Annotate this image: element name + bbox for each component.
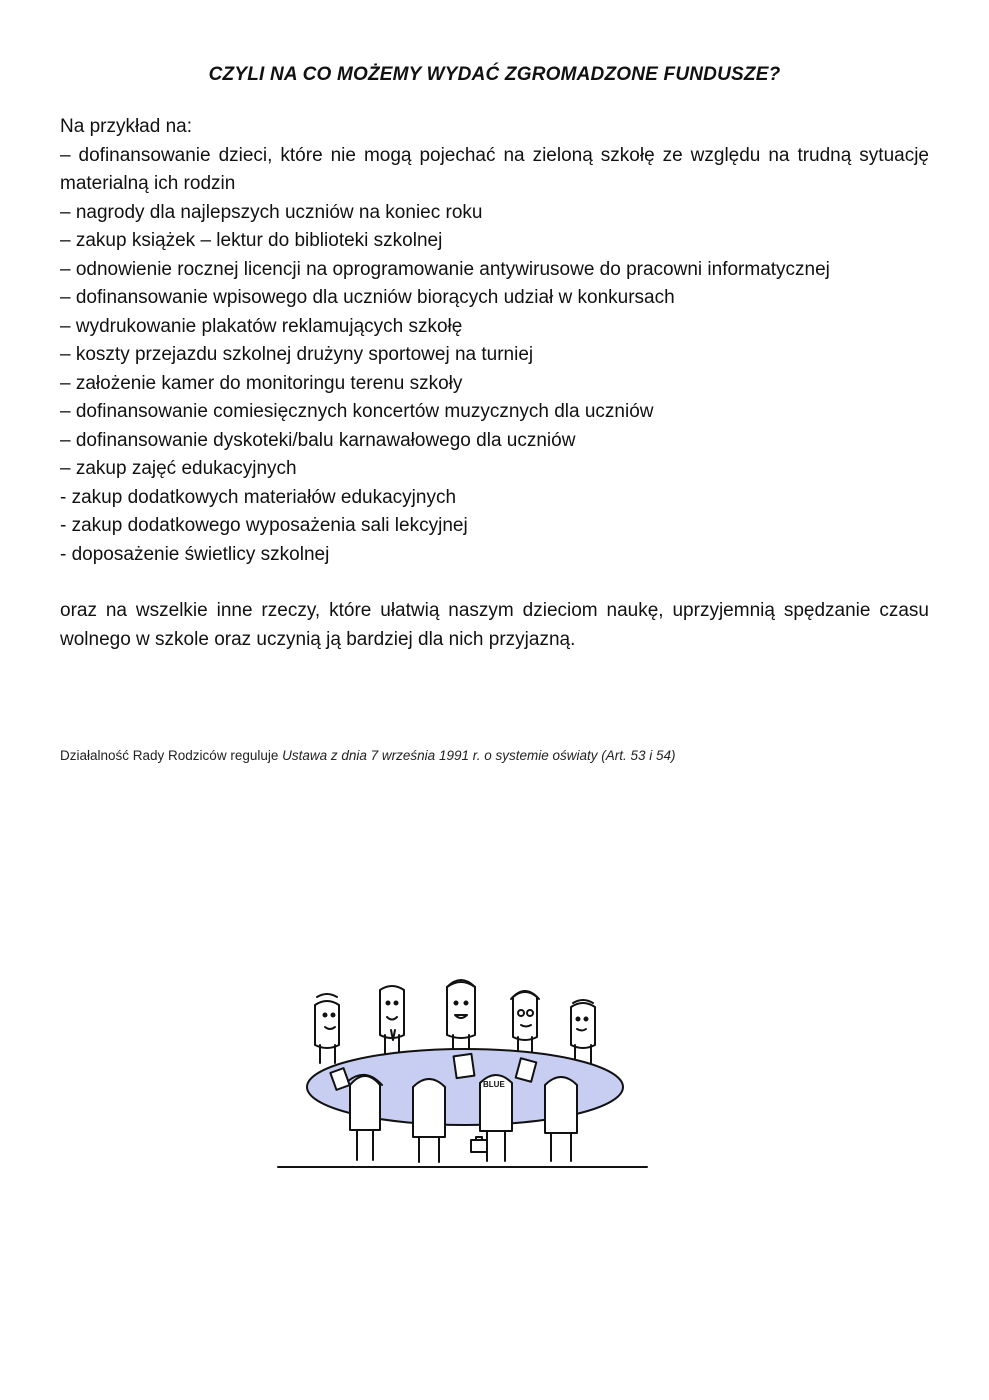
person-back-5 [571,1000,595,1065]
person-front-4 [545,1077,577,1161]
list-item: – koszty przejazdu szkolnej drużyny sportowej na turniej [60,344,534,365]
intro-text: Na przykład na: [60,116,193,137]
person-front-1 [348,1075,382,1160]
list-item: – dofinansowanie wpisowego dla uczniów biorących udział w konkursach [60,287,675,308]
footnote-prefix: Działalność Rady Rodziców reguluje [60,748,279,763]
person-front-2 [413,1079,445,1162]
person-back-3 [447,980,475,1055]
page-title: CZYLI NA CO MOŻEMY WYDAĆ ZGROMADZONE FUNDUSZE? [208,64,781,85]
footnote-law: Ustawa z dnia 7 września 1991 r. o systemie oświaty (Art. 53 i 54) [282,748,676,763]
briefcase-icon [471,1140,487,1152]
list-item: – nagrody dla najlepszych uczniów na koniec roku [60,201,483,223]
meeting-illustration [275,975,655,1175]
list-item: – dofinansowanie dyskoteki/balu karnawałowego dla uczniów [60,429,576,451]
person-back-2 [380,986,404,1055]
list-item: – wydrukowanie plakatów reklamujących szkołę [60,315,463,337]
list-item: – założenie kamer do monitoringu terenu szkoły [60,372,463,394]
list-item: – odnowienie rocznej licencji na oprogramowanie antywirusowe do pracowni informatycznej [60,258,830,280]
paper-sheet [454,1054,475,1078]
closing-paragraph: oraz na wszelkie inne rzeczy, które ułatwią naszym dzieciom naukę, uprzyjemnią spędzanie czasu wolnego w szkole oraz uczynią ją bardziej dla nich przyjazną. [60,600,929,650]
document-body [60,113,929,654]
expense-list [60,142,929,570]
board-label: BLUE [483,1080,505,1089]
person-back-1 [315,994,339,1063]
list-item: – dofinansowanie dzieci, które nie mogą pojechać na zieloną szkołę ze względu na trudną sytuację materialną ich rodzin [60,144,929,194]
list-item: – zakup książek – lektur do biblioteki szkolnej [60,230,443,251]
list-item: - zakup dodatkowego wyposażenia sali lekcyjnej [60,515,468,536]
list-item: - doposażenie świetlicy szkolnej [60,543,330,565]
legal-footnote [60,748,676,763]
person-back-4 [511,991,539,1055]
list-item: - zakup dodatkowych materiałów edukacyjnych [60,486,457,508]
list-item: – zakup zajęć edukacyjnych [60,458,297,479]
list-item: – dofinansowanie comiesięcznych koncertów muzycznych dla uczniów [60,401,654,422]
